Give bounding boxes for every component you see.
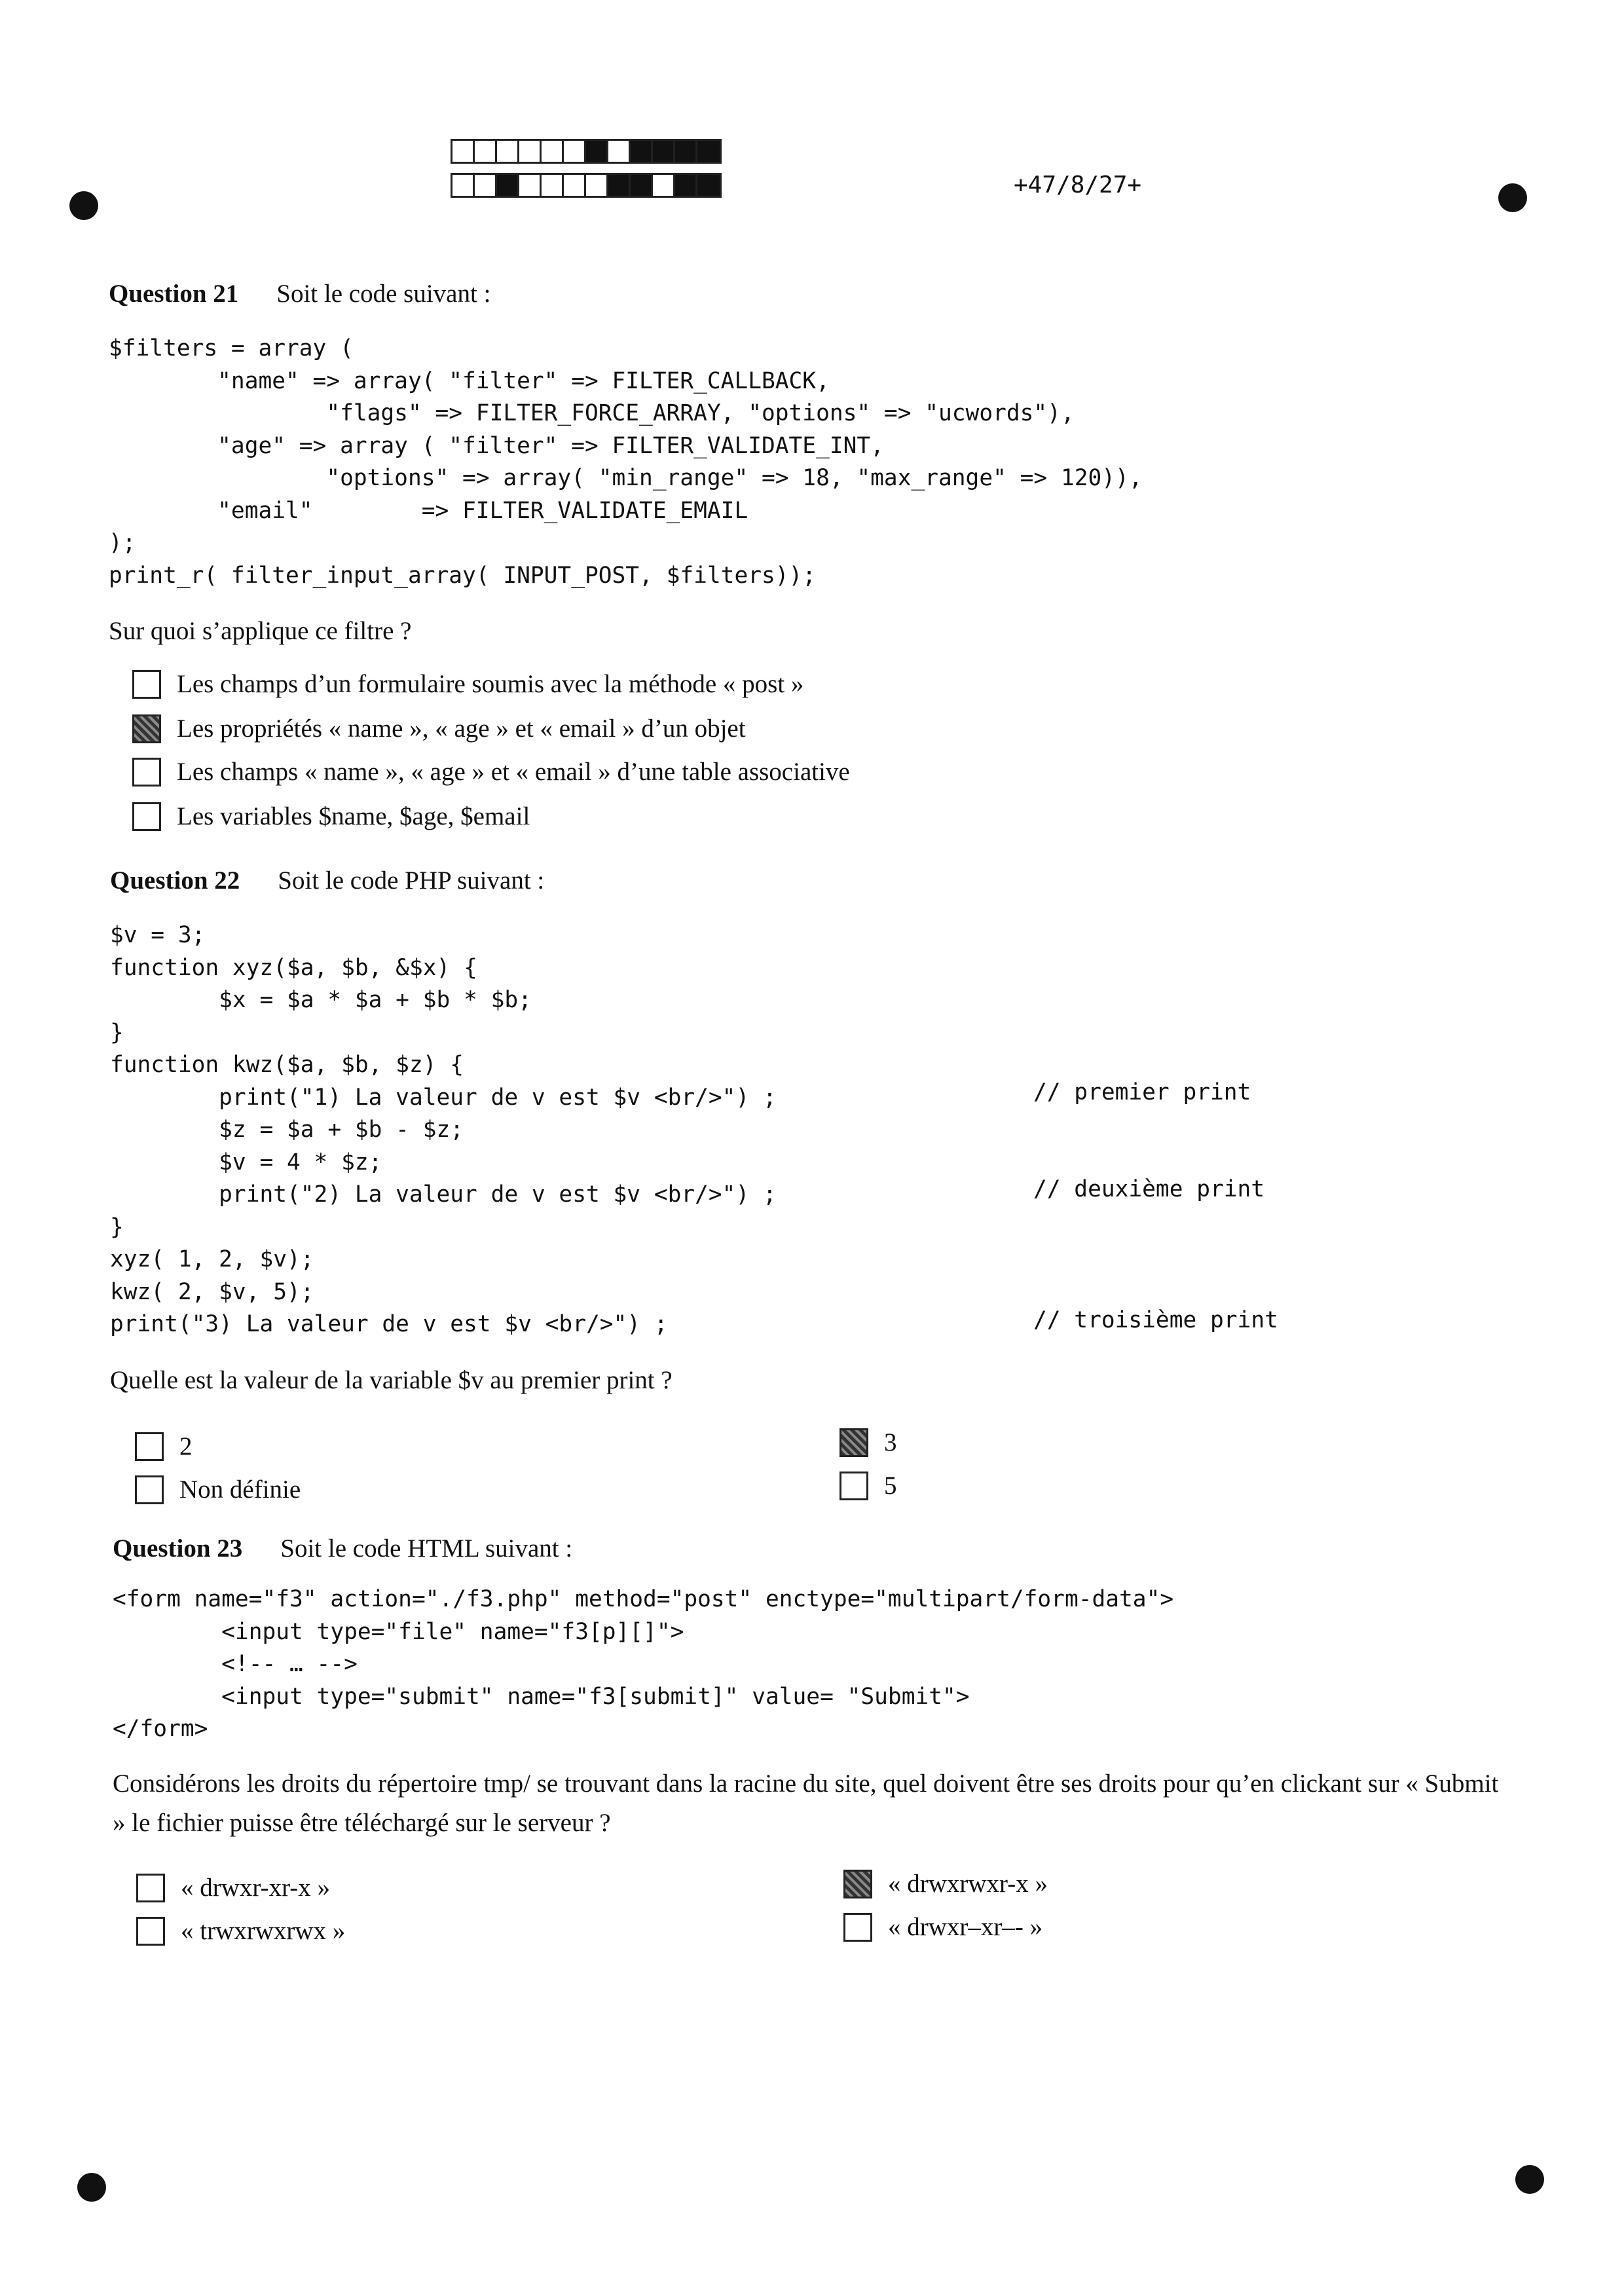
- checkbox[interactable]: [132, 758, 161, 787]
- q22-option-non-definie[interactable]: [135, 1475, 301, 1504]
- q23-option-trwxrwxrwx[interactable]: [136, 1916, 345, 1946]
- registration-mark-bottom-left: [77, 2173, 106, 2202]
- barcode-cell: [519, 175, 542, 196]
- question-23-code: <form name="f3" action="./f3.php" method="post" enctype="multipart/form-data"> <input type="file" name="f3[p][]"> <!-- … --> <input type="submit" name="f3[submit]" value= "Submit"> </form>: [113, 1586, 1174, 1742]
- option-label: « trwxrwxrwx »: [181, 1917, 346, 1945]
- question-22-code: $v = 3; function xyz($a, $b, &$x) { $x = $a * $a + $b * $b; } function kwz($a, $b, $z) { print("1) La valeur de v est $v <br/>") ; $z = $a + $b - $z; $v = 4 * $z; print("2) La valeur de v est $v <br/>") ; } xyz( 1, 2, $v); kwz( 2, $v, 5); print("3) La valeur de v est $v <br/>") ;: [110, 922, 777, 1337]
- q23-option-drwxr-xr-x[interactable]: [136, 1873, 330, 1902]
- barcode-cell: [452, 175, 475, 196]
- barcode-row-1: [451, 139, 722, 164]
- registration-mark-top-right: [1498, 183, 1527, 212]
- barcode-cell: [497, 141, 519, 162]
- question-number: Question 22: [110, 866, 240, 895]
- question-number: Question 21: [109, 280, 239, 308]
- option-label: Non définie: [179, 1475, 301, 1504]
- q22-option-2[interactable]: [135, 1432, 193, 1461]
- page-code: +47/8/27+: [1014, 172, 1142, 198]
- q23-option-drwxrwxr-x[interactable]: [843, 1869, 1048, 1898]
- registration-mark-bottom-right: [1515, 2165, 1544, 2194]
- barcode-cell: [608, 175, 631, 196]
- barcode-cell: [631, 141, 653, 162]
- barcode-cell: [586, 141, 608, 162]
- checkbox[interactable]: [843, 1870, 872, 1898]
- comment-premier-print: // premier print: [1033, 1079, 1251, 1105]
- q23-option-drwxr-xr--[interactable]: [843, 1912, 1043, 1942]
- option-label: 2: [179, 1432, 193, 1460]
- question-22-header: [110, 866, 544, 895]
- question-23-header: [113, 1534, 572, 1563]
- barcode-cell: [697, 141, 720, 162]
- question-21-prompt: Sur quoi s’applique ce filtre ?: [109, 617, 412, 645]
- registration-mark-top-left: [69, 191, 98, 220]
- barcode-cell: [542, 175, 564, 196]
- question-number: Question 23: [113, 1534, 243, 1563]
- q21-option-3[interactable]: [132, 757, 850, 787]
- barcode-cell: [475, 141, 497, 162]
- option-label: Les propriétés « name », « age » et « email » d’un objet: [177, 714, 746, 743]
- question-22-prompt: Quelle est la valeur de la variable $v au premier print ?: [110, 1366, 673, 1394]
- barcode-cell: [631, 175, 653, 196]
- barcode-row-2: [451, 173, 722, 198]
- option-label: « drwxr-xr-x »: [181, 1874, 331, 1902]
- option-label: « drwxrwxr-x »: [888, 1870, 1048, 1898]
- option-label: 3: [884, 1428, 897, 1456]
- checkbox[interactable]: [843, 1913, 872, 1942]
- option-label: 5: [884, 1472, 897, 1500]
- question-intro: Soit le code suivant :: [276, 280, 491, 308]
- option-label: Les champs d’un formulaire soumis avec la méthode « post »: [177, 670, 804, 698]
- q22-option-5[interactable]: [840, 1471, 897, 1500]
- barcode-cell: [542, 141, 564, 162]
- checkbox[interactable]: [132, 714, 161, 743]
- barcode-cell: [564, 175, 586, 196]
- q21-option-2[interactable]: [132, 714, 746, 743]
- q21-option-4[interactable]: [132, 802, 530, 831]
- comment-deuxieme-print: // deuxième print: [1033, 1176, 1265, 1202]
- question-21-code: $filters = array ( "name" => array( "filter" => FILTER_CALLBACK, "flags" => FILTER_FORCE_ARRAY, "options" => "ucwords"), "age" => array ( "filter" => FILTER_VALIDATE_INT, "options" => array( "min_range" => 18, "max_range" => 120)), "email" => FILTER_VALIDATE_EMAIL ); print_r( filter_input_array( INPUT_POST, $filters));: [109, 335, 1143, 589]
- question-intro: Soit le code HTML suivant :: [280, 1534, 573, 1563]
- barcode-cell: [675, 175, 697, 196]
- barcode-cell: [653, 141, 675, 162]
- barcode-cell: [586, 175, 608, 196]
- checkbox[interactable]: [136, 1874, 165, 1902]
- checkbox[interactable]: [132, 802, 161, 831]
- option-label: Les variables $name, $age, $email: [177, 802, 530, 830]
- barcode-cell: [475, 175, 497, 196]
- q22-option-3[interactable]: [840, 1428, 897, 1457]
- barcode-cell: [452, 141, 475, 162]
- question-intro: Soit le code PHP suivant :: [278, 866, 545, 895]
- checkbox[interactable]: [132, 670, 161, 699]
- barcode-cell: [675, 141, 697, 162]
- barcode-cell: [497, 175, 519, 196]
- checkbox[interactable]: [136, 1917, 165, 1946]
- comment-troisieme-print: // troisième print: [1033, 1307, 1278, 1333]
- barcode-cell: [653, 175, 675, 196]
- checkbox[interactable]: [135, 1432, 164, 1461]
- barcode-cell: [697, 175, 720, 196]
- barcode-cell: [608, 141, 631, 162]
- checkbox[interactable]: [840, 1428, 868, 1457]
- barcode-cell: [564, 141, 586, 162]
- question-23-prompt: Considérons les droits du répertoire tmp/ se trouvant dans la racine du site, quel doivent être ses droits pour qu’en clickant sur « Submit » le fichier puisse être téléchargé sur le serveur ?: [113, 1769, 1499, 1837]
- checkbox[interactable]: [135, 1475, 164, 1504]
- option-label: « drwxr–xr–- »: [888, 1913, 1043, 1941]
- question-21-header: [109, 279, 490, 308]
- barcode-cell: [519, 141, 542, 162]
- checkbox[interactable]: [840, 1472, 868, 1500]
- option-label: Les champs « name », « age » et « email » d’une table associative: [177, 758, 850, 786]
- q21-option-1[interactable]: [132, 669, 803, 699]
